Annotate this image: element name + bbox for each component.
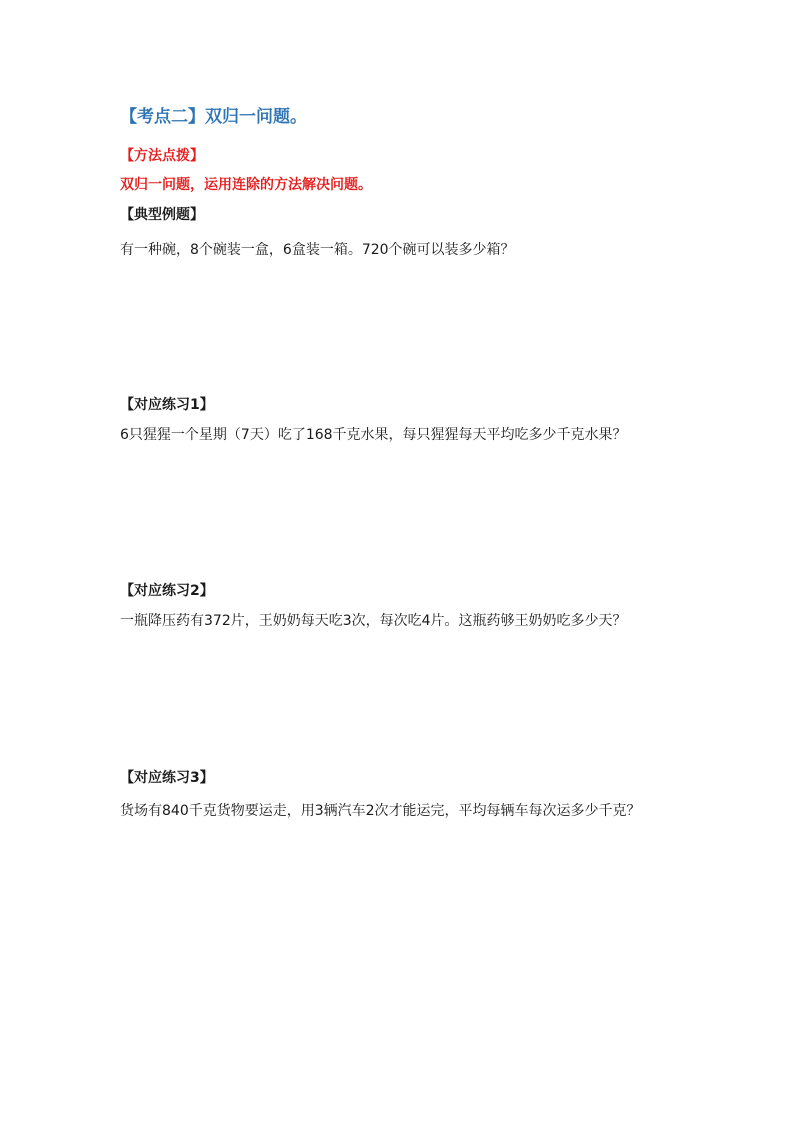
- exercise-1-text: 6只猩猩一个星期（7天）吃了168千克水果，每只猩猩每天平均吃多少千克水果？: [120, 427, 627, 443]
- exercise-1-heading: 【对应练习1】: [120, 397, 214, 413]
- exercise-2-text: 一瓶降压药有372片，王奶奶每天吃3次，每次吃4片。这瓶药够王奶奶吃多少天？: [120, 613, 627, 629]
- method-text: 双归一问题，运用连除的方法解决问题。: [120, 177, 372, 193]
- exercise-3-text: 货场有840千克货物要运走，用3辆汽车2次才能运完，平均每辆车每次运多少千克？: [120, 803, 641, 819]
- example-heading: 【典型例题】: [120, 207, 204, 223]
- exercise-2-heading: 【对应练习2】: [120, 583, 214, 599]
- section-title: 【考点二】双归一问题。: [120, 107, 307, 127]
- exercise-3-heading: 【对应练习3】: [120, 770, 214, 786]
- example-text: 有一种碗，8个碗装一盒，6盒装一箱。720个碗可以装多少箱？: [120, 242, 515, 258]
- method-heading: 【方法点拨】: [120, 148, 204, 164]
